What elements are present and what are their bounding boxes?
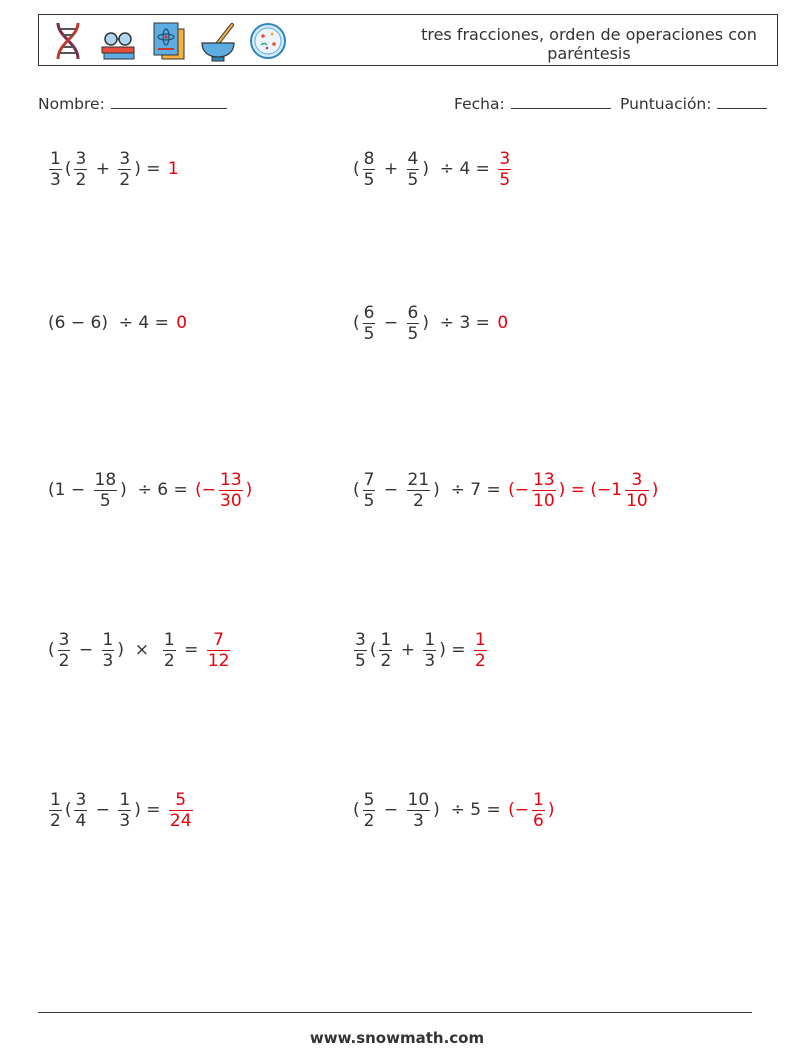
- worksheet-title: tres fracciones, orden de operaciones con paréntesis: [421, 25, 757, 63]
- expression-text: ) ÷ 3 =: [422, 313, 496, 333]
- problem-6: [352, 468, 659, 512]
- numerator: 1: [102, 629, 114, 650]
- expression-text: −: [378, 480, 404, 500]
- problem-8: [352, 628, 489, 672]
- fraction: [94, 470, 118, 511]
- expression-text: (: [64, 800, 72, 820]
- score-label: Puntuación:: [620, 95, 712, 113]
- petri-dish-icon: [247, 19, 289, 63]
- expression-text: ) ÷ 6 =: [120, 480, 194, 500]
- denominator: 2: [119, 169, 131, 190]
- expression-text: +: [90, 159, 116, 179]
- expression-text: ): [651, 480, 659, 500]
- problem-7: [47, 628, 232, 672]
- numerator: 3: [58, 629, 70, 650]
- fraction: [74, 790, 87, 831]
- denominator: 30: [220, 490, 242, 511]
- problem-expression: [47, 313, 175, 333]
- denominator: 5: [363, 169, 375, 190]
- numerator: 1: [119, 789, 131, 810]
- expression-text: (−: [195, 480, 216, 500]
- numerator: 4: [407, 148, 419, 169]
- fraction: [118, 790, 131, 831]
- denominator: 2: [474, 650, 486, 671]
- numerator: 1: [163, 629, 175, 650]
- name-blank[interactable]: [111, 94, 227, 109]
- expression-text: +: [395, 640, 421, 660]
- problem-expression: [47, 790, 167, 831]
- date-field: [454, 94, 611, 113]
- problem-expression: [47, 470, 194, 511]
- expression-text: +: [378, 159, 404, 179]
- numerator: 1: [50, 789, 61, 810]
- fraction: [163, 630, 176, 671]
- expression-text: −: [90, 800, 116, 820]
- expression-text: (−: [508, 800, 530, 820]
- numerator: 1: [380, 629, 392, 650]
- numerator: 5: [175, 789, 187, 810]
- fraction: [169, 790, 193, 831]
- denominator: 2: [363, 810, 375, 831]
- numerator: 5: [363, 789, 375, 810]
- expression-text: (1 −: [48, 480, 91, 500]
- numerator: 3: [75, 148, 87, 169]
- denominator: 6: [533, 810, 544, 831]
- numerator: 8: [363, 148, 375, 169]
- problem-answer: [167, 159, 180, 179]
- expression-text: 0: [497, 313, 509, 333]
- fraction: [379, 630, 392, 671]
- denominator: 3: [412, 810, 424, 831]
- score-field: [620, 94, 767, 113]
- date-blank[interactable]: [511, 94, 611, 109]
- problem-2: [352, 147, 513, 191]
- fraction: [407, 149, 420, 190]
- problem-answer: [496, 149, 513, 190]
- numerator: 10: [407, 789, 430, 810]
- expression-text: −: [73, 640, 99, 660]
- fraction: [407, 303, 420, 344]
- numerator: 1: [424, 629, 436, 650]
- fraction: [49, 149, 62, 190]
- mortar-pestle-icon: [197, 19, 239, 63]
- score-blank[interactable]: [717, 94, 767, 109]
- fraction: [407, 790, 431, 831]
- fraction: [498, 149, 511, 190]
- denominator: 2: [58, 650, 70, 671]
- denominator: 3: [50, 169, 61, 190]
- problem-expression: [47, 149, 167, 190]
- expression-text: ) ×: [117, 640, 160, 660]
- expression-text: ): [245, 480, 253, 500]
- problem-answer: [472, 630, 489, 671]
- expression-text: (: [353, 800, 360, 820]
- problem-3: [47, 301, 188, 345]
- denominator: 5: [363, 323, 375, 344]
- denominator: 5: [99, 490, 111, 511]
- expression-text: −: [378, 313, 404, 333]
- problem-answer: [167, 790, 195, 831]
- numerator: 13: [533, 469, 555, 490]
- fraction: [625, 470, 649, 511]
- fraction: [49, 790, 62, 831]
- numerator: 21: [407, 469, 430, 490]
- fraction: [354, 630, 367, 671]
- fraction: [363, 149, 376, 190]
- fraction: [474, 630, 487, 671]
- problem-expression: [352, 303, 496, 344]
- expression-text: (: [369, 640, 377, 660]
- expression-text: (: [48, 640, 55, 660]
- fraction: [363, 470, 376, 511]
- expression-text: (: [353, 159, 360, 179]
- books-glasses-icon: [97, 19, 139, 63]
- header-icons: [47, 19, 289, 63]
- fraction: [219, 470, 243, 511]
- date-label: Fecha:: [454, 95, 505, 113]
- problem-expression: [47, 630, 205, 671]
- problem-answer: [496, 313, 509, 333]
- denominator: 4: [75, 810, 87, 831]
- fraction: [74, 149, 87, 190]
- expression-text: ) =: [439, 640, 471, 660]
- expression-text: ) ÷ 7 =: [433, 480, 507, 500]
- fraction: [532, 790, 545, 831]
- problem-answer: [175, 313, 188, 333]
- expression-text: (−: [508, 480, 530, 500]
- problem-expression: [352, 630, 472, 671]
- denominator: 2: [380, 650, 392, 671]
- denominator: 3: [102, 650, 114, 671]
- fraction: [207, 630, 231, 671]
- worksheet-header: [38, 14, 778, 66]
- name-field: [38, 94, 227, 113]
- problem-1: [47, 147, 180, 191]
- problem-5: [47, 468, 253, 512]
- denominator: 2: [50, 810, 61, 831]
- problem-4: [352, 301, 509, 345]
- numerator: 3: [355, 629, 366, 650]
- problem-answer: [205, 630, 233, 671]
- denominator: 5: [355, 650, 366, 671]
- fraction: [532, 470, 556, 511]
- denominator: 24: [169, 810, 192, 831]
- fraction: [407, 470, 431, 511]
- numerator: 6: [407, 302, 419, 323]
- expression-text: ) ÷ 5 =: [433, 800, 507, 820]
- name-label: Nombre:: [38, 95, 105, 113]
- numerator: 3: [75, 789, 87, 810]
- numerator: 1: [533, 789, 544, 810]
- denominator: 10: [533, 490, 555, 511]
- numerator: 3: [119, 148, 131, 169]
- expression-text: ) =: [134, 800, 166, 820]
- numerator: 1: [50, 148, 61, 169]
- numerator: 18: [94, 469, 117, 490]
- expression-text: ) = (−1: [558, 480, 623, 500]
- expression-text: ) =: [134, 159, 166, 179]
- fraction: [363, 790, 376, 831]
- atom-book-icon: [147, 19, 189, 63]
- denominator: 3: [119, 810, 131, 831]
- denominator: 2: [75, 169, 87, 190]
- expression-text: ): [547, 800, 555, 820]
- expression-text: (: [64, 159, 72, 179]
- fraction: [363, 303, 376, 344]
- denominator: 12: [207, 650, 230, 671]
- numerator: 3: [499, 148, 511, 169]
- numerator: 6: [363, 302, 375, 323]
- expression-text: =: [178, 640, 204, 660]
- denominator: 5: [363, 490, 375, 511]
- denominator: 5: [407, 169, 419, 190]
- expression-text: (: [353, 480, 360, 500]
- problem-expression: [352, 470, 507, 511]
- expression-text: 0: [176, 313, 188, 333]
- fraction: [58, 630, 71, 671]
- expression-text: −: [378, 800, 404, 820]
- expression-text: ) ÷ 4 =: [422, 159, 496, 179]
- numerator: 3: [631, 469, 643, 490]
- problem-answer: [507, 790, 555, 831]
- denominator: 2: [412, 490, 424, 511]
- footer-divider: [38, 1012, 752, 1013]
- problem-expression: [352, 149, 496, 190]
- fraction: [102, 630, 115, 671]
- denominator: 3: [424, 650, 436, 671]
- problem-9: [47, 788, 195, 832]
- numerator: 7: [213, 629, 224, 650]
- numerator: 1: [474, 629, 486, 650]
- numerator: 7: [363, 469, 375, 490]
- dna-icon: [47, 19, 89, 63]
- expression-text: 1: [167, 159, 179, 179]
- problem-answer: [194, 470, 253, 511]
- fraction: [118, 149, 131, 190]
- expression-text: (: [353, 313, 360, 333]
- problem-10: [352, 788, 556, 832]
- denominator: 10: [626, 490, 648, 511]
- expression-text: (6 − 6) ÷ 4 =: [48, 313, 175, 333]
- footer-site: www.snowmath.com: [309, 1029, 485, 1047]
- fraction: [423, 630, 436, 671]
- numerator: 13: [220, 469, 242, 490]
- problem-expression: [352, 790, 507, 831]
- denominator: 2: [163, 650, 175, 671]
- problem-answer: [507, 470, 659, 511]
- denominator: 5: [407, 323, 419, 344]
- denominator: 5: [499, 169, 511, 190]
